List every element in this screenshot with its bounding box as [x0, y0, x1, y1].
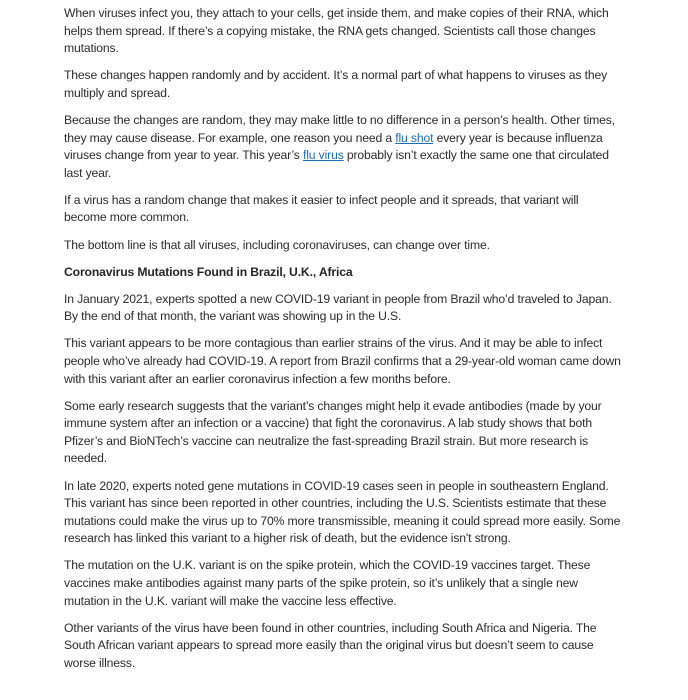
paragraph-viruses-infect: When viruses infect you, they attach to your cells, get inside them, and make copies of their RNA, which helps them spread. If there’s a copying mistake, the RNA gets changed. Scientists call those changes mutations.	[64, 6, 609, 56]
article-body	[64, 5, 624, 682]
paragraph-text: Because the changes are random, they may make little to no difference in a person’s health. Other times, they may cause disease. For example, one reason you need a	[64, 112, 615, 145]
paragraph-flu-example	[64, 112, 624, 182]
section-heading: Coronavirus Mutations Found in Brazil, U.K., Africa	[64, 264, 353, 279]
flu-shot-link[interactable]: flu shot	[395, 130, 434, 145]
paragraph-uk-variant: In late 2020, experts noted gene mutations in COVID-19 cases seen in people in southeastern England. This variant has since been reported in other countries, including the U.S. Scientists estimate that these mutations could make the virus up to 70% more transmissible, meaning it could spread more easily. Some research has linked this variant to a higher risk of death, but the evidence isn't strong.	[64, 478, 621, 546]
paragraph-spike-protein: The mutation on the U.K. variant is on the spike protein, which the COVID-19 vaccines target. These vaccines make antibodies against many parts of the spike protein, so it’s unlikely that a single new mutation in the U.K. variant will make the vaccine less effective.	[64, 558, 591, 608]
paragraph-contagious: This variant appears to be more contagious than earlier strains of the virus. And it may be able to infect people who’ve already had COVID-19. A report from Brazil confirms that a 29-year-old woman came down with this variant after an earlier coronavirus infection a few months before.	[64, 336, 621, 386]
flu-virus-link[interactable]: flu virus	[303, 148, 344, 163]
paragraph-variant-common: If a virus has a random change that makes it easier to infect people and it spreads, that variant will become more common.	[64, 192, 579, 225]
paragraph-other-variants: Other variants of the virus have been found in other countries, including South Africa and Nigeria. The South African variant appears to spread more easily than the original virus but doesn’t seem to cause worse illness.	[64, 620, 597, 670]
paragraph-random-changes: These changes happen randomly and by accident. It’s a normal part of what happens to viruses as they multiply and spread.	[64, 68, 608, 100]
paragraph-text: every year is because influenza viruses change from year to year. This year’s	[64, 130, 603, 163]
paragraph-text: probably isn’t exactly the same one that circulated last year.	[64, 148, 609, 180]
paragraph-brazil-variant: In January 2021, experts spotted a new COVID-19 variant in people from Brazil who’d traveled to Japan. By the end of that month, the variant was showing up in the U.S.	[64, 291, 612, 324]
paragraph-bottom-line: The bottom line is that all viruses, including coronaviruses, can change over time.	[64, 237, 490, 252]
paragraph-antibodies: Some early research suggests that the variant’s changes might help it evade antibodies (made by your immune system after an infection or a vaccine) that fight the coronavirus. A lab study shows that both Pfizer’s and BioNTech’s vaccine can neutralize the fast-spreading Brazil strain. But more research is needed.	[64, 398, 602, 466]
